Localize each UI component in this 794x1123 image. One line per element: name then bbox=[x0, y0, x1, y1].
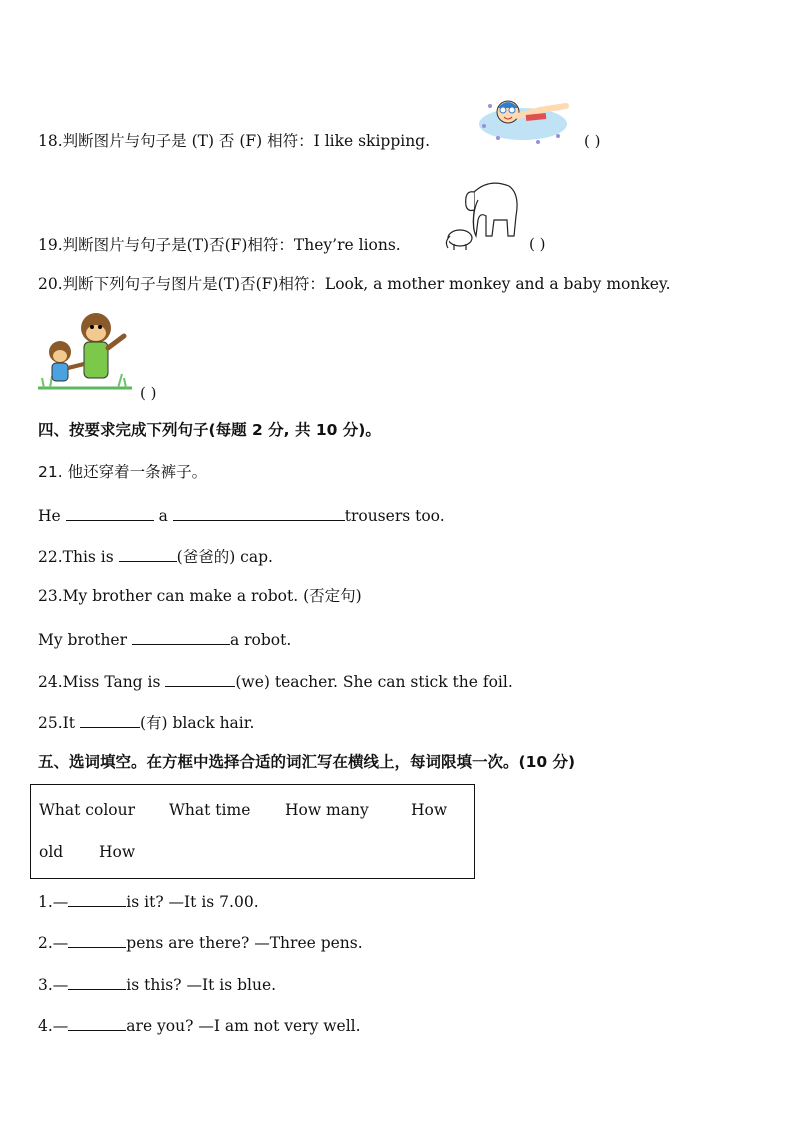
word-what-colour: What colour bbox=[39, 801, 136, 819]
fill-blank-4[interactable] bbox=[68, 1014, 126, 1031]
q24-part1: 24.Miss Tang is bbox=[38, 673, 166, 691]
q22-sentence bbox=[38, 545, 273, 567]
word-how-1: How bbox=[411, 801, 448, 819]
q21-sentence bbox=[38, 504, 445, 526]
fill-item-1 bbox=[38, 890, 259, 912]
section5-title: 五、选词填空。在方框中选择合适的词汇写在横线上，每词限填一次。(10 分) bbox=[38, 753, 576, 771]
fill-num: 1.— bbox=[38, 893, 69, 911]
fill-item-4 bbox=[38, 1014, 361, 1036]
q21-part2: a bbox=[158, 507, 173, 525]
q25-sentence bbox=[38, 711, 254, 733]
q20-text: 20.判断下列句子与图片是(T)否(F)相符：Look, a mother monkey and a baby monkey. bbox=[38, 275, 671, 293]
fill-num: 3.— bbox=[38, 976, 69, 994]
fill-num: 2.— bbox=[38, 934, 69, 952]
fill-rest: is it? —It is 7.00. bbox=[126, 893, 259, 911]
q21-part1: He bbox=[38, 507, 66, 525]
q24-sentence bbox=[38, 670, 513, 692]
q21-part3: trousers too. bbox=[344, 507, 445, 525]
q24-blank[interactable] bbox=[165, 670, 235, 687]
word-what-time: What time bbox=[169, 801, 251, 819]
fill-item-3 bbox=[38, 973, 276, 995]
q19-answer-paren[interactable]: ( ) bbox=[529, 235, 546, 253]
q18-text: 18.判断图片与句子是 (T) 否 (F) 相符：I like skipping. bbox=[38, 132, 431, 150]
q23-prompt: 23.My brother can make a robot. (否定句) bbox=[38, 587, 362, 605]
fill-item-2 bbox=[38, 931, 363, 953]
fill-blank-2[interactable] bbox=[68, 931, 126, 948]
word-old: old bbox=[39, 843, 64, 861]
q22-part1: 22.This is bbox=[38, 548, 119, 566]
q22-part2: (爸爸的) cap. bbox=[176, 548, 273, 566]
monkeys-icon bbox=[38, 308, 132, 392]
q22-blank[interactable] bbox=[119, 545, 177, 562]
q18-answer-paren[interactable]: ( ) bbox=[584, 132, 601, 150]
section4-title: 四、按要求完成下列句子(每题 2 分, 共 10 分)。 bbox=[38, 421, 381, 439]
word-box bbox=[30, 784, 475, 879]
swimming-boy-icon bbox=[478, 86, 576, 148]
q21-blank-2[interactable] bbox=[173, 504, 345, 521]
fill-rest: is this? —It is blue. bbox=[126, 976, 277, 994]
q19-text: 19.判断图片与句子是(T)否(F)相符：They’re lions. bbox=[38, 236, 401, 254]
fill-num: 4.— bbox=[38, 1017, 69, 1035]
q25-blank[interactable] bbox=[80, 711, 140, 728]
fill-rest: are you? —I am not very well. bbox=[126, 1017, 361, 1035]
q20-answer-paren[interactable]: ( ) bbox=[140, 384, 157, 402]
q23-blank[interactable] bbox=[132, 628, 230, 645]
elephants-icon bbox=[444, 172, 524, 252]
fill-blank-1[interactable] bbox=[68, 890, 126, 907]
q21-blank-1[interactable] bbox=[66, 504, 154, 521]
q21-chinese: 21. 他还穿着一条裤子。 bbox=[38, 463, 208, 481]
word-how-many: How many bbox=[285, 801, 369, 819]
q25-part1: 25.It bbox=[38, 714, 80, 732]
q24-part2: (we) teacher. She can stick the foil. bbox=[235, 673, 513, 691]
q23-part2: a robot. bbox=[229, 631, 292, 649]
q23-part1: My brother bbox=[38, 631, 132, 649]
fill-blank-3[interactable] bbox=[68, 973, 126, 990]
q25-part2: (有) black hair. bbox=[139, 714, 255, 732]
word-how-2: How bbox=[99, 843, 136, 861]
fill-rest: pens are there? —Three pens. bbox=[126, 934, 363, 952]
q23-sentence bbox=[38, 628, 291, 650]
